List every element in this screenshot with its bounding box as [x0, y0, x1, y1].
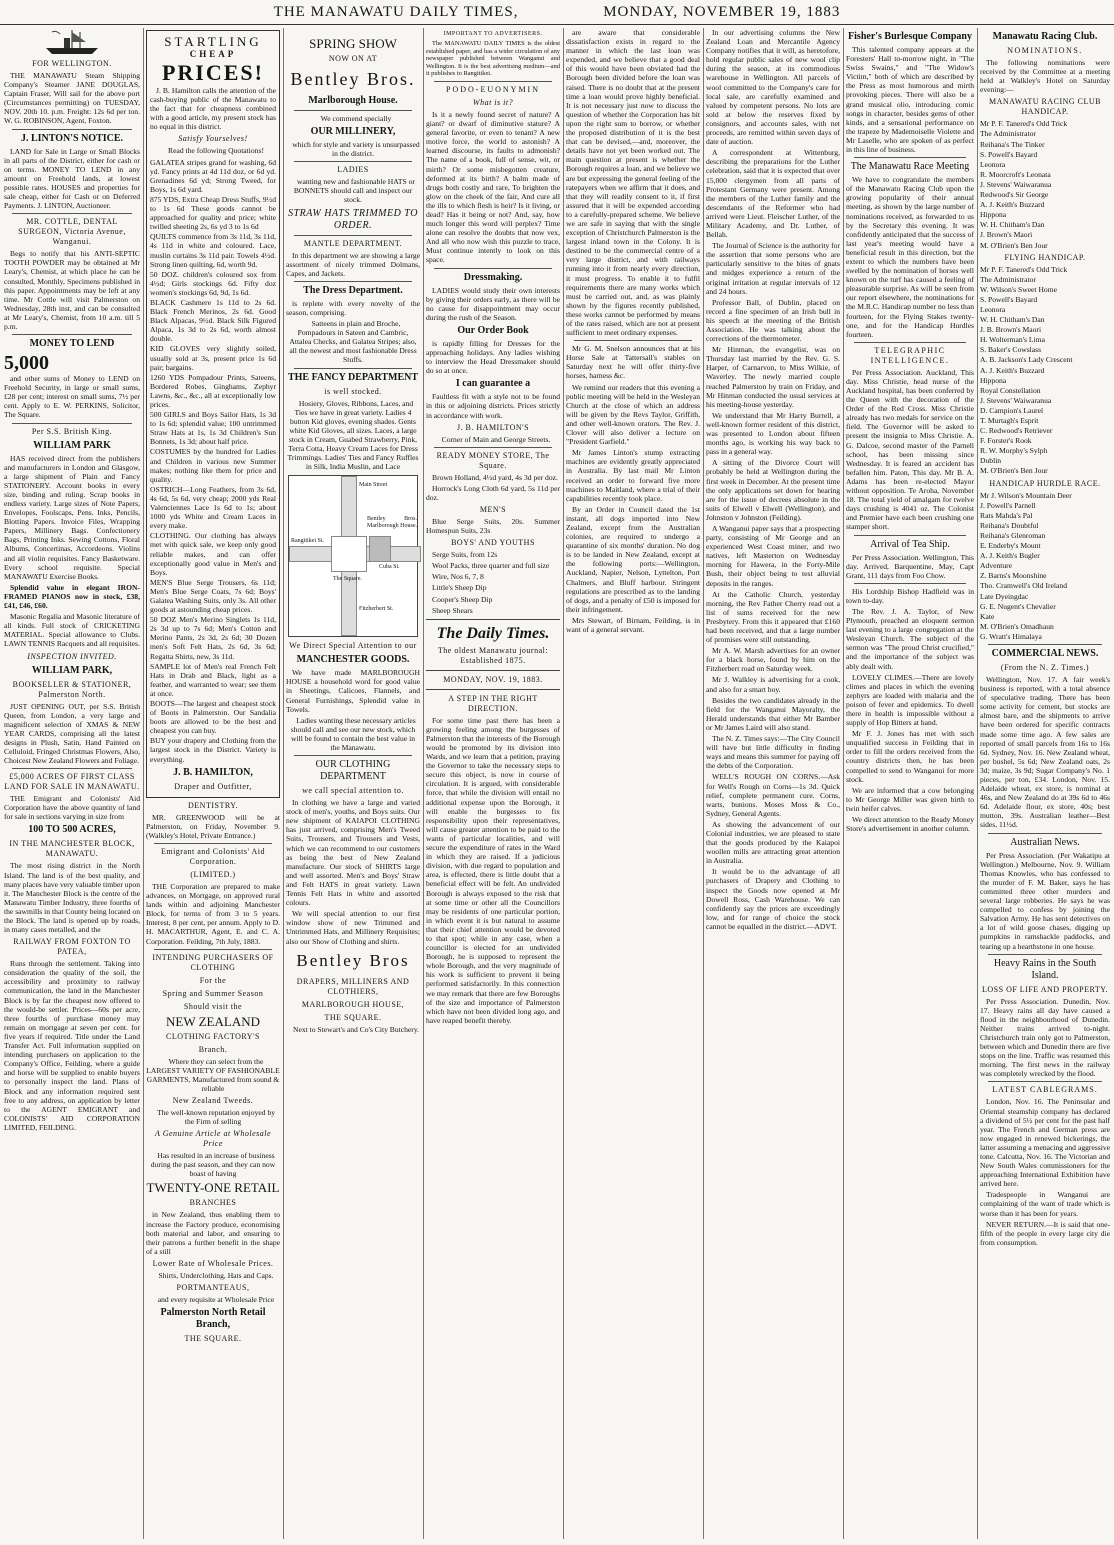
price-list-item: QUILTS commence from 3s 11d, 3s 11d, 4s 11d in white and coloured. Lace, muslin curtains 3s 11d pair. Towels 4½d. Strong linen quilting, 6d, worth 9d. — [150, 232, 276, 269]
which-text: which for style and variety is unsurpassed in the district. — [292, 140, 420, 159]
acres-heading: £5,000 ACRES OF FIRST CLASS LAND FOR SALE IN MANAWATU. — [4, 772, 140, 792]
linton-heading: J. LINTON'S NOTICE. — [20, 132, 124, 144]
ready-heading: READY MONEY STORE, The Square. — [436, 450, 550, 470]
science-text: The Journal of Science is the authority for the assertion that some persons who are particularly sensitive to the bites of gnats and midges experience a return of the original irritation at regular intervals of 12 and 24 hours. — [706, 241, 840, 296]
flying-entries — [980, 265, 1110, 476]
steamship-icon — [42, 28, 102, 56]
nomination-entry: F. Forster's Rook — [980, 436, 1032, 446]
race-meeting-text: We have to congratulate the members of the Manawatu Racing Club upon the growing popularity of their annual meeting, as shown by the large number of nominations received, as forwarded to us by the Secretary this evening. It was confidently anticipated that the success of last year's meeting would have a beneficial result in this direction, but the extent to which the numbers have been swelled by the nomination of horses well known on the turf has caused a feeling of pleasurable surprise. As will be seen from our report elsewhere, the nominations for the M.R.C. Handicap number no less than fourteen, for the Flying Stakes twenty-one, and for the Handicap Hurdles fourteen. — [846, 175, 974, 339]
branches-text: in New Zealand, thus enabling them to increase the Factory produce, economising both material and labor, and ensuring to their patrons a further benefit in the shape of a still — [146, 1210, 280, 1256]
horrock-text: Horrock's Long Cloth 6d yard, 5s 11d per doz. — [426, 483, 560, 502]
column-7 — [846, 28, 978, 1539]
clothing-subheading: we call special attention to. — [302, 786, 404, 796]
nomination-entry: Mr J. Wilson's Mountain Deer — [980, 490, 1072, 500]
for-the: For the — [199, 975, 227, 985]
telegraphic-text: Per Press Association. Auckland, This day. Miss Christie, head nurse of the Auckland hospital, has been conferred by the Queen with the decoration of the Order of the Red Cross. Miss Christie already has two medals for service on the field. The Governor will be asked to present the insignia to Miss Christie. A. G. Dalcoe, second master of the Parnell school, has been missing since Wednesday. It is feared an accident has befallen him. Paton, This day. Mr B. A. Adams has been re-elected Mayor without opposition. Te Aroha, November 18. The total yield of amalgam for twelve days crushing is 4041 oz. The Colonist and Premier have each been crushing one stamper short. — [846, 367, 974, 532]
street-map — [288, 475, 418, 637]
hinman-text: Mr Hinman, the evangelist, was on Thursday last married by the Rev. G. S. Harper, of Carnarvon, to Miss Wilkie, of Waverley. The newly married couple reached Palmerston by train on Friday, and Mr Hinman conducted the usual services at his meeting-house yesterday. — [706, 345, 840, 409]
nomination-entry: J. B. Brown's Maori — [980, 325, 1042, 335]
dentistry-notice: MR. GREENWOOD will be at Palmerston, on Friday, November 9. (Walkley's Hotel, Private Entrance.) — [146, 812, 280, 840]
nomination-entry: A. J. Keith's Bugler — [980, 551, 1040, 561]
race-meeting-heading: The Manawatu Race Meeting — [850, 161, 970, 173]
clothing-heading: OUR CLOTHING DEPARTMENT — [315, 759, 391, 783]
map-label-main: Main Street — [359, 482, 388, 489]
notice-text: The MANAWATU DAILY TIMES is the oldest established paper, and has a wider circulation of any newspaper published between Wanganui and Wellington. It is the best advertising medium—and it publishes to Rangitikei. — [426, 40, 560, 78]
taylor-text: The Rev. J. A. Taylor, of New Plymouth, preached an eloquent sermon last evening to a large congregation at the Wesleyan Church. The subject of the sermon was "The proud Christ crucified," and the importance of the subject was ably dealt with. — [846, 606, 974, 671]
nomination-entry: Late Dyeingdac — [980, 591, 1029, 601]
nz-heading: NEW ZEALAND — [166, 1013, 260, 1029]
price-list-item: SAMPLE lot of Men's real French Felt Hats in Drab and Black, light as a feather, and warranted to wear; see them at once. — [150, 661, 276, 698]
price-list-item: BUY your drapery and Clothing from the largest stock in the District. Variety is everything. — [150, 736, 276, 764]
handicap-entries — [980, 119, 1110, 249]
marlborough-heading: Marlborough House. — [308, 95, 398, 106]
wool-text: Wool Packs, three quarter and full size — [432, 561, 550, 571]
commend-text: We commend specially — [320, 114, 392, 123]
step-text: For some time past there has been a growing feeling among the burgesses of Palmerston that the interests of the Borough would be promoted by its division into Wards, and we learn that a petition, praying the Governor to take the necessary steps to secure this object, is now in course of circulation. It is argued, with considerable force, that while the division will entail no additional expense upon the Borough, it will enable the burgesses to fix responsibility upon their representatives, will cause greater attention to be paid to the wants of particular localities, and will secure the expenditure of rates in the Ward in which they are raised. If a judicious division, with due regard to population and area, is effected, there is little doubt that a beneficial effect will be felt. An undivided Borough is always exposed to the risk that at some time or other all the Councillors may be residents of one particular portion, in which event it is but natural to assume that their chief attention would be devoted to that spot; while in any case, when a councillor is elected for an undivided Borough, he is supposed to represent the whole Borough, and the very magnitude of his work is sufficient to prevent it being performed satisfactorily. In this connection we may remark that there are few Boroughs of the size and importance of Palmerston which have not been divided long ago, and have reaped benefit thereby. — [426, 715, 560, 1025]
price-list-item: OSTRICH—Long Feathers, from 3s 6d, 4s 6d, 5s 6d, very cheap; 2000 yds Real Valenciennes Lace 1s 6d to 1s; about 1000 yds White and Cream Laces in every make. — [150, 484, 276, 531]
column-1 — [4, 28, 144, 1539]
nomination-entry: A. J. Keith's Buzzard — [980, 365, 1045, 375]
startling-heading: STARTLING — [164, 34, 262, 49]
handicap-heading: MANAWATU RACING CLUB HANDICAP. — [988, 97, 1102, 117]
park2-heading: WILLIAM PARK, — [31, 664, 113, 676]
shipping-heading: FOR WELLINGTON. — [32, 59, 112, 68]
bentley-heading: Bentley Bros. — [290, 69, 416, 89]
lovely-text: LOVELY CLIMES.—There are lovely climes and places in which the evening zephyrs are loaded with malaria and the poison of fever and epidemics. To dwell there in health is impossible without a supply of Hop Bitters at hand. — [846, 672, 974, 728]
map-label-square: The Square. — [333, 576, 362, 583]
nomination-entry: Reihana's Doubtful — [980, 520, 1039, 530]
hamilton-name: J. B. HAMILTON, — [173, 766, 253, 778]
nomination-entry: Tho. Cramwell's Old Ireland — [980, 581, 1067, 591]
nomination-entry: Rats Mahda's Pal — [980, 510, 1033, 520]
every-text: and every requisite at Wholesale Price — [157, 1295, 275, 1304]
now-on-at: NOW ON AT — [328, 54, 378, 63]
branches-heading: BRANCHES — [189, 1198, 237, 1208]
millinery-heading: OUR MILLINERY, — [310, 126, 396, 138]
acres-body: The most rising district in the North Island. The land is of the best quality, and many places have very valuable timber upon it. The Manchester Block is the centre of the Manawatu Timber Industry, three fourths of the sawmills in that County being located on the Block. The land is opened up by roads, in many cases metalled, and the — [4, 861, 140, 935]
nomination-entry: Adventure — [980, 561, 1013, 571]
nomination-entry: R. Moorcroft's Leonata — [980, 169, 1051, 179]
fancy-heading: THE FANCY DEPARTMENT — [287, 371, 419, 383]
editorial-continued: are aware that considerable dissatisfaction exists in regard to the manner in which the last loan was expended, and we believe that a good deal of this would have been obviated had the Borough been divided before the loan was raised. There is no doubt that at the present time a loan would prove highly beneficial. It is not necessary just now to discuss the question of whether the Corporation has hit upon the right sum to borrow, or whether the proposed distribution of it is the best that can be devised,—and, moreover, the details have not yet been worked out. The main question at present is whether the Borough requires a loan, and we believe we are but expressing the general feeling of the ratepayers when we affirm that it does, and that they will readily consent to it, if first assured that it will be expended according to a carefully-prepared scheme. We believe we are safe in saying that with the single exception of Christchurch Palmerston is the largest inland town in the Colony. It is destined to be the commercial centre of a very large district, and with railways running into it from nearly every direction, it must progress. To enable it to fulfil requirements there are many works which must be carried out, and, as was plainly shown by the figures recently published, these works cannot be performed by means of the rates raised, which are not at present sufficient to meet ordinary expenses. — [566, 28, 700, 338]
cow-text: We are informed that a cow belonging to Mr George Miller was given birth to twin heifer calves. — [846, 785, 974, 813]
order-heading: Our Order Book — [457, 324, 529, 336]
inspection-heading: INSPECTION INVITED. — [27, 651, 117, 661]
nomination-entry: Redwood's Sir George — [980, 190, 1049, 200]
resulted-text: Has resulted in an increase of business during the past season, and they can now boast of having — [150, 1151, 276, 1179]
fancy-text: Hosiery, Gloves, Ribbons, Laces, and Ties we have in great variety. Ladies 4 button Kid gloves, evening shades. Gents white Kid Gloves, all sizes. Laces, a large stock in Cream, Guabed Strawberry, Pink, Terra Cotta, Heavy Cream Laces for Dress Trimmings. Ladies' Ties and Fancy Ruffles in Silk, India Muslin, and Lace — [287, 398, 419, 472]
commercial-text: Wellington, Nov. 17. A fair week's business is reported, with a total absence of speculative trading. There has been some activity for cement, but stocks are almost bare, and the shipments to arrive have been ordered for specific contracts made some time ago. A few sales are reported of small parcels from 16s to 16s 6d. Sydney, Nov. 16. New Zealand wheat, per bushel, 5s 6d; New Zealand oats, 2s 3d; maize, 3s 9d; Sugar Company's No. 1 pieces, per ton, £34. London, Nov. 15. Adelaide wheat, ex store, is nominal at 46s, and New Zealand do at 39s 6d to 46s 6d. Adelaide flour, ex store, 40s; best mutton, 39s. Australian leather—Best sides, 11½d. — [980, 674, 1110, 830]
price-list-item: CLOTHING. Our clothing has always met with quick sale, we keep only good reliable makes, and can offer exceptionally good value in Men's and Boys. — [150, 531, 276, 577]
burrell-text: We understand that Mr Harry Burrell, a well-known former resident of this district, was presented to London about fifteen months ago, is working his way back to pass in a general way. — [706, 410, 840, 457]
tradespeople-text: Tradespeople in Wanganui are complaining of the want of trade which is worse than it has been for years. — [980, 1190, 1110, 1218]
podo-heading: PODO-EUONYMIN — [446, 84, 540, 94]
should-visit: Should visit the — [183, 1001, 243, 1011]
wells-text: WELL'S ROUGH ON CORNS.—Ask for Well's Rough on Corns—1s 3d. Quick relief, complete permanent cure. Corns, warts, bunions. Moses Moss & Co., Sydney, General Agents. — [706, 772, 840, 818]
shears-text: Sheep Shears — [432, 605, 473, 615]
divorce-text: A sitting of the Divorce Court will probably be held at Wellington during the first week in December. At the present time the only applications set down for hearing are for the issue of decrees absolute in the suits of Elwell v Elwell (Wellington), and Johnston v Johnston (Feilding). — [706, 458, 840, 522]
masthead — [0, 4, 1114, 25]
acres-range: 100 TO 500 ACRES, — [28, 824, 116, 836]
money-heading: MONEY TO LEND — [29, 338, 115, 350]
mantle-heading: MANTLE DEPARTMENT. — [303, 238, 403, 248]
cottle-heading: MR. COTTLE, DENTAL SURGEON, Victoria Avenue, Wanganui. — [18, 217, 126, 247]
whatis-heading: What is it? — [472, 97, 514, 107]
guarantee-heading: I can guarantee a — [455, 378, 531, 390]
remind-text: We remind our readers that this evening a public meeting will be held in the Wesleyan Church at the close of which an address will be given by the Revs Taylor, Griffith, and other well-known orators. The Rev. J. Clover will also deliver a lecture on "President Garfield." — [566, 382, 700, 447]
portmanteaus-heading: PORTMANTEAUS, — [176, 1283, 250, 1292]
nomination-entry: Hippona — [980, 375, 1007, 385]
dressmaking-heading: Dressmaking. — [463, 271, 523, 283]
order-text: is rapidly filling for Dresses for the approaching holidays. Any ladies wishing to interview the Head Dressmaker should do so at once. — [426, 338, 560, 376]
direct-heading: We Direct Special Attention to our — [289, 641, 417, 651]
nomination-entry: G. E. Nugent's Chevalier — [980, 601, 1056, 611]
oldest-heading: The oldest Manawatu journal: Established 1875. — [437, 645, 549, 665]
corner-text: Corner of Main and George Streets. — [441, 434, 551, 444]
nomination-entry: Hippona — [980, 210, 1007, 220]
nomination-entry: M. O'Brien's Omadhaun — [980, 621, 1054, 631]
lower-heading: Lower Rate of Wholesale Prices. — [152, 1258, 274, 1268]
linton-machines-text: Mr James Linton's stump extracting machines are evidently greatly appreciated in Australia. By last mail Mr Linton received an order to forward five more machines to Maitland, where a trial of their capabilities recently took place. — [566, 448, 700, 503]
special-text: We will special attention to our first window show of new Trimmed and Untrimmed Hats, and Millinery Requisites; also our Show of Clothing and shirts. — [286, 909, 420, 946]
hurdle-heading: HANDICAP HURDLE RACE. — [989, 478, 1101, 488]
price-list-item: 50 DOZ. children's coloured sox from 4½d; Girls stockings 6d. Fifty doz women's stockings 6d, 9d, 1s 6d. — [150, 269, 276, 297]
read-quotations: Read the following Quotations! — [168, 146, 264, 156]
satisfy-heading: Satisfy Yourselves! — [178, 134, 248, 144]
factory-heading: CLOTHING FACTORY'S — [166, 1031, 260, 1041]
nomination-entry: H. Wolterman's Lima — [980, 335, 1045, 345]
marsh-text: Mr A. W. Marsh advertises for an owner for a black horse, found by him on the Fitzherbert road on Saturday week. — [706, 646, 840, 674]
ready-money-text: We direct attention to the Ready Money Store's advertisement in another column. — [846, 815, 974, 834]
telegraphic-heading: TELEGRAPHIC INTELLIGENCE. — [870, 345, 950, 365]
loss-heading: LOSS OF LIFE AND PROPERTY. — [982, 984, 1108, 994]
ladies-heading: LADIES — [337, 165, 369, 175]
hamilton-sub: Draper and Outfitter, — [174, 781, 252, 791]
fancy-subheading: is well stocked. — [324, 386, 382, 396]
map-label-cuba: Cuba St. — [379, 564, 400, 571]
pianos-details: Masonic Regalia and Masonic literature of all kinds. Full stock of CRICKETING MATERIAL. Special allowance to Clubs. LAWN TENNIS Racquets and all requisites. — [4, 612, 140, 649]
intending-heading: INTENDING PURCHASERS OF CLOTHING — [152, 952, 274, 972]
prices-heading: PRICES! — [161, 60, 264, 85]
spring-show-heading: SPRING SHOW — [309, 36, 397, 51]
nomination-entry: D. Campion's Laurel — [980, 405, 1044, 415]
snelson-text: Mr G. M. Snelson announces that at his Horse Sale at Tattersall's stables on Saturday next he will offer thirty-five horses, harness &c. — [566, 344, 700, 381]
nomination-entry: W. H. Chitham's Dan — [980, 220, 1045, 230]
mens-heading: MEN'S — [479, 504, 507, 514]
guarantee-text: Faultless fit with a style not to be found in this or adjoining districts. Prices strictly in accordance with work. — [426, 392, 560, 420]
acres-place: IN THE MANCHESTER BLOCK, MANAWATU. — [9, 839, 135, 859]
palmerston-branch-heading: Palmerston North Retail Branch, — [160, 1307, 266, 1331]
drapery-advt-text: It would be to the advantage of all purchasers of Drapery and Clothing to inspect the Goods now opened at Mr Dowell Ross, Cash Warehouse. We can confidently say the prices are exceedingly low, and for range of choice the stock cannot be equalled in the district.—ADVT. — [706, 867, 840, 931]
map-square — [331, 536, 367, 572]
nomination-entry: T. Murtagh's Esprit — [980, 416, 1039, 425]
park-heading: WILLIAM PARK — [33, 439, 111, 451]
dentistry-heading: DENTISTRY. — [188, 800, 238, 810]
price-list-item: KID GLOVES very slightly soiled, usually sold at 3s, present price 1s 6d pair; bargains. — [150, 344, 276, 372]
tea-ship-text: Per Press Association. Wellington, This day. Arrived, Barquentine, May, Capt Grant, 111 days from Foo Chow. — [846, 552, 974, 580]
bishop-text: His Lordship Bishop Hadfield was in town to-day. — [846, 586, 974, 605]
mens-text: Blue Serge Suits, 20s. Summer Homespun Suits, 23s — [426, 516, 560, 536]
square-heading: THE SQUARE. — [184, 1334, 242, 1344]
dressmaking-text: LADIES would study their own interests by giving their orders early, as there will be no cause for disappointment may occur during the rush of the Season. — [426, 285, 560, 322]
nomination-entry: C. Redwood's Retriever — [980, 426, 1053, 436]
manchester-heading: MANCHESTER GOODS. — [296, 654, 410, 666]
satteens-text: Satteens in plain and Broche, Pompadours in Sateen and Cambric, Attalea Checks, and Galatea Stripes; also, all the newest and most fashionable Dress Stuffs. — [289, 319, 417, 365]
price-list-item: 50 DOZ Men's Merino Singlets 1s 11d, 2s 3d up to 7s 6d; Men's Cotton and Merino Pants, 2s 3d, 2s 6d; 30 Dozen men's Soft Felt Hats, 2s 6d, 3s 6d; Regatta Shirts, new, 3s 11d. — [150, 615, 276, 661]
tea-ship-heading: Arrival of Tea Ship. — [870, 538, 950, 550]
fisher-text: This talented company appears at the Foresters' Hall to-morrow night, in "The Swiss Swains," and "The Widow's Victim," both of which are described by the Press as most humorous and mirth provoking pieces. There will also be a grand musical olio, introducing comic songs in character, besides gems of other kinds, and a sensational performance on the trapeze by Mademoiselle Violette and Mr Laselle, who are spoken of as perfect in this line of business. — [846, 45, 974, 155]
column-8 — [980, 28, 1110, 1539]
tweeds-heading: New Zealand Tweeds. — [172, 1095, 254, 1105]
nomination-entry: Z. Barns's Moonshine — [980, 571, 1047, 581]
cheap-heading: CHEAP — [189, 49, 237, 59]
daily-times-title: The Daily Times. — [436, 624, 550, 642]
nomination-entry: G. Wratt's Himalaya — [980, 631, 1042, 641]
boys-text: Serge Suits, from 12s — [432, 550, 498, 560]
commercial-subheading: (From the N. Z. Times.) — [1000, 662, 1090, 672]
hamilton-intro: J. B. Hamilton calls the attention of the cash-buying public of the Manawatu to the fact that for cheapness combined with a good article, my present stock has no equal in this district. — [150, 86, 276, 132]
racing-club-heading: Manawatu Racing Club. — [992, 31, 1098, 42]
nomination-entry: The Administrator — [980, 274, 1036, 284]
jones-text: Mr F. J. Jones has met with such unqualified success in Feilding that in order to fill the orders received from the country districts then, he has been compelled to send to Wanganui for more stock. — [846, 729, 974, 784]
railway-heading: RAILWAY FROM FOXTON TO PATEA, — [13, 937, 131, 957]
masthead-title: THE MANAWATU DAILY TIMES, — [273, 4, 519, 20]
column-3 — [286, 28, 424, 1539]
straw-hats-heading: STRAW HATS TRIMMED TO ORDER. — [288, 207, 418, 231]
australian-heading: Australian News. — [1010, 836, 1080, 848]
jbh-heading: J. B. HAMILTON'S — [456, 422, 530, 432]
column-6 — [706, 28, 844, 1539]
luther-text: A correspondent at Wittenburg, describing the preparations for the Luther celebration, said that it is expected that over 15,000 clergymen from all parts of Protestant Germany were present. Among the members of the Luther family and the descendants of the Reformer who had arrived were Lieut. Fleischer Luther, of the Military Academy, and Dr. Luther, of Bellah. — [706, 148, 840, 240]
mayoralty-text: Besides the two candidates already in the field for the Wanganui Mayoralty, the Herald understands that either Mr Bamber or Mr James Laird will also stand. — [706, 695, 840, 732]
nomination-entry: A. J. Keith's Buzzard — [980, 200, 1045, 210]
nomination-entry: Kate — [980, 611, 995, 621]
step-heading: A STEP IN THE RIGHT DIRECTION. — [448, 693, 538, 713]
manchester-text: We have made MARLBOROUGH HOUSE a household word for good value in Sheetings, Calicoes, Flannels, and General Furnishings, Splendid value in Towels. — [286, 668, 420, 714]
park2-subheading: BOOKSELLER & STATIONER, Palmerston North. — [12, 679, 132, 699]
commercial-heading: COMMERCIAL NEWS. — [991, 647, 1099, 659]
bentley2-heading: Bentley Bros — [296, 950, 410, 970]
where-text: Where they can select from the LARGEST VARIETY OF FASHIONABLE GARMENTS, Manufactured from sound & reliable — [146, 1056, 280, 1093]
sq-heading: THE SQUARE. — [324, 1012, 382, 1022]
nomination-entry: Reihana's The Tinker — [980, 139, 1045, 149]
nomination-entry: M. O'Brien's Ben Jour — [980, 466, 1048, 476]
map-label-fitzherbert: Fitzherbert St. — [359, 606, 394, 613]
price-list-item: 875 YDS, Extra Cheap Dress Stuffs, 9½d to 1s 6d These goods cannot be approached for quality and price; white twilled sheeting 2s, 6s yd 3 to 1s 6d — [150, 194, 276, 232]
nomination-entry: E. Enderby's Mount — [980, 541, 1041, 551]
nomination-entry: R. W. Morphy's Sylph — [980, 446, 1048, 456]
house-heading: MARLBOROUGH HOUSE, — [301, 999, 405, 1009]
nomination-entry: Dublin — [980, 456, 1002, 466]
dublin-text: Professor Ball, of Dublin, placed on record a fine specimen of an Irish bull in his speech at the meeting of the British Association. He was talking about the corrections of the thermometer. — [706, 297, 840, 344]
masthead-date: MONDAY, NOVEMBER 19, 1883 — [603, 4, 841, 20]
cottle-notice: Begs to notify that his ANTI-SEPTIC TOOTH POWDER may be obtained at Mr Leary's, Chemist, at which place he can be consulted, Monthly, Specimens published in this paper. Appointments may be left at any time. Mr Cottle will visit Palmerston on Wednesday, 28th inst, and can be consulted at Mr Leary's, Chemist, from 10 a.m. till 5 p.m. — [4, 249, 140, 331]
drapers-heading: DRAPERS, MILLINERS AND CLOTHIERS, — [296, 976, 410, 996]
nomination-entry: Leonora — [980, 159, 1006, 169]
ladies2-text: Ladies wanting these necessary articles should call and see our new stock, which will be found to contain the best value in the Manawatu. — [290, 715, 416, 752]
shirts-text: Shirts, Underclothing, Hats and Caps. — [158, 1270, 274, 1280]
stewart-text: Mrs Stewart, of Birnam, Feilding, is in want of a general servant. — [566, 615, 700, 634]
dip1-text: Little's Sheep Dip — [432, 583, 487, 593]
price-list-item: BOOTS—The largest and cheapest stock of Boots in Palmerston. Our Sandalia boots are allowed to be the best and cheapest you can buy. — [150, 699, 276, 736]
wire-text: Wire, Nos 6, 7, 8 — [432, 572, 484, 582]
nominations-intro: The following nominations were received by the Committee at a meeting held at Walkley's Hotel on Saturday evening:— — [980, 58, 1110, 95]
prospecting-text: A Wanganui paper says that a prospecting party, consisting of Mr George and an experienced West Coast miner, and two natives, left Masterton on Wednesday morning for Hawera, in the Forty-Mile Bush, their object being to test alluvial deposits in the ranges. — [706, 523, 840, 588]
editorial-date: MONDAY, NOV. 19, 1883. — [443, 674, 543, 684]
park2-notice: JUST OPENING OUT, per S.S. British Queen, from London, a very large and magnificent selection of XMAS & NEW YEAR CARDS, comprising all the latest designs in Plush, Satin, Hand Painted on Celluloid, Fringed Christmas Flowers, Also, Choicest New Zealand Flowers and Foliage. — [4, 701, 140, 766]
nomination-entry: W. Wilson's Sweet Home — [980, 284, 1057, 294]
notice-heading: IMPORTANT TO ADVERTISERS. — [443, 31, 543, 37]
hamilton-ad — [146, 30, 280, 798]
map-shop — [369, 536, 391, 562]
british-king-heading: Per S.S. British King. — [31, 426, 113, 436]
nomination-entry: S. Baker's Cowslass — [980, 345, 1042, 355]
mantle-text: In this department we are showing a large assortment of nicely trimmed Dolmans, Capes, and Jackets. — [286, 250, 420, 278]
branch-heading: Branch. — [198, 1044, 228, 1054]
dogs-order-text: By an Order in Council dated the 1st instant, all dogs imported into New Zealand, except from the Australian colonies, are required to undergo a quarantine of six months' duration. No dog is to be landed in New Zealand, except at the following ports:—Wellington, Auckland, Napier, Nelson, Lyttelton, Port Chalmers, and Bluff harbour. Stringent regulations are prescribed as to the landing of dogs, and a penalty of £50 is imposed for their infringement. — [566, 504, 700, 614]
twentyone-heading: TWENTY-ONE RETAIL — [146, 1180, 280, 1196]
next-text: Next to Stewart's and Co's City Butchery. — [292, 1024, 420, 1034]
nomination-entry: A. B. Jackson's Lady Crescent — [980, 355, 1073, 365]
nomination-entry: Royal Constellation — [980, 385, 1041, 395]
cables-text: London, Nov. 16. The Peninsular and Oriental steamship company has declared a dividend of 5½ per cent for the past half year. The French and German press are now engaged in renewed bickerings, the latter assuming a menacing and aggressive tone. Calcutta, Nov. 16. The Victorian and New South Wales commissioners for the approaching International Exhibition have arrived here. — [980, 1097, 1110, 1189]
nomination-entry: M. O'Brien's Ben Jour — [980, 240, 1048, 250]
nomination-entry: J. Powell's Parnell — [980, 500, 1036, 510]
nomination-entry: Mr P. F. Tanered's Odd Trick — [980, 119, 1068, 129]
boys-heading: BOYS' AND YOUTHS — [451, 538, 535, 548]
column-2 — [146, 28, 284, 1539]
wellknown-text: The well-known reputation enjoyed by the Firm of selling — [156, 1107, 276, 1127]
clothing-text: In clothing we have a large and varied stock of men's, youths, and Boys suits. Our new shipment of KAIAPOI CLOTHING has just arrived, comprising Men's Tweed Suits, Trousers, and Trousers and Vests, which we can recommend to our customers as being the best of New Zealand manufacture. Our stock of SHIRTS large and well assorted. Men's and Boys' Straw and Felt HATS in great variety. Lawn Tennis Felt Hats in white and assorted colours. — [286, 798, 420, 908]
column-4 — [426, 28, 564, 1539]
wool-sales-text: In our advertising columns the New Zealand Loan and Mercantile Agency Company notifies that it will, as heretofore, hold regular public sales of new wool clip during the season, at its commodious warehouse in Wellington. All parcels of wool committed to the Company's care for local sale, are carefully examined and valued by competent persons. No lots are sold at below the reserves fixed by consignors, and accounts sales, with net proceeds, are remitted within seven days of date of auction. — [706, 28, 840, 147]
price-list-item: 1260 YDS Pompadour Prints, Sateens, Bordered Robes, Ginghams, Zephyr Lawns, &c., &c., all at exceptionally low prices. — [150, 372, 276, 409]
column-5 — [566, 28, 704, 1539]
genuine-heading: A Genuine Article at Wholesale Price — [154, 1129, 271, 1149]
nomination-entry: S. Powell's Bayard — [980, 149, 1038, 159]
price-list-item: MEN'S Blue Serge Trousers, 6s 11d; Men's Blue Serge Coats, 7s 6d; Boys' Galatea Washing Suits, only 3s. All other goods at astounding cheap prices. — [150, 577, 276, 615]
money-amount: 5,000 — [4, 352, 49, 375]
walkley-text: Mr J. Walkley is advertising for a cook, and also for a smart boy. — [706, 675, 840, 694]
map-label-rangi: Rangitikei St. — [291, 538, 324, 545]
emigrant-heading: Emigrant and Colonists' Aid Corporation. — [160, 846, 266, 866]
riddle-text: Is it a newly found secret of nature? A giant? or dwarf of diminutive stature? A general favorite, or even to tenant? A new motive force, the world to astonish? A learned discourse, its faults to admonish? The name of a book, full of sense, wit, or mirth? Or some misbegotten creature, deformed at its birth? A balm made of drugs both costly and rare, To brighten the glow on the cheek of the fair, And cure all the ills to which flesh is heir? Is it living, or dead? Has it being or not? And, say, how much longer this word will perplex? Time alone can resolve the doubts that now vex, And all who now wish this puzzle to trace, Must continue intently to look on this space. — [426, 109, 560, 265]
map-label-bentley: Bentley Bros. Marlborough House. — [367, 516, 417, 530]
acres-notice: THE Emigrant and Colonists' Aid Corporation have the above quantity of land for sale in sections varying in size from — [4, 794, 140, 822]
kaiapoi-text: As showing the advancement of our Colonial industries, we are pleased to state that the goods produced by the Kaiapoi woollen mills are attracting great attention in Australia. — [706, 819, 840, 866]
dress-heading: The Dress Department. — [303, 284, 403, 296]
cables-heading: LATEST CABLEGRAMS. — [992, 1085, 1098, 1095]
dress-text: is replete with every novelty of the season, comprising. — [286, 298, 420, 317]
price-list-item: 500 GIRLS and Boys Sailor Hats, 1s 3d to 1s 6d; splendid value; 100 untrimmed Straw Hats at 1s, 1s 3d Children's Sun Bonnets, 1s 3d; about half price. — [150, 410, 276, 447]
holland-text: Brown Holland, 4½d yard, 4s 3d per doz. — [432, 472, 558, 482]
emigrant-notice: THE Corporation are prepared to make advances, on Mortgage, on approved rural lands within and adjoining Manchester Block, for terms of from 3 to 5 years. Interest, 8 per cent, per annum. Apply to D. H. MACARTHUR, Agent, E. and C. A. Corporation. Feilding, 7th July, 1883. — [146, 881, 280, 946]
money-notice: and other sums of Money to LEND on Freehold Security, in large or small sums, £28 per cent; interest on small sums, 7½ per cent. Apply to E. W. PERKINS, Solicitor, The Square. — [4, 374, 140, 420]
heavy-rains-text: Per Press Association. Dunedin, Nov. 17. Heavy rains all day have caused a flood in the neighbourhood of Dunedin. Neither trains arrived to-night. Christchurch train only got to Palmerston, between which and Dunedin there are five stops on the line. Traffic was resumed this morning. The first news in the railway was completely wrecked by the flood. — [980, 996, 1110, 1079]
hamilton-price-list — [150, 158, 276, 764]
nomination-entry: Leonora — [980, 304, 1006, 314]
dip2-text: Cooper's Sheep Dip — [432, 594, 493, 604]
nz-times-text: The N. Z. Times says:—The City Council will have but little difficulty in finding ways and means this summer for paying off the debts of the Corporation. — [706, 734, 840, 771]
linton-notice: LAND for Sale in Large or Small Blocks in all parts of the District, either for cash or on terms. MONEY TO LEND in any amount on Freehold lands, at lowest possible rates. HOUSES and properties for sale cheap, either for Cash or on Deferred Payments. J. LINTON, Auctioneer. — [4, 146, 140, 211]
pianos-notice: Splendid value in elegant IRON-FRAMED PIANOS now in stock, £38, £41, £46, £60. — [4, 582, 140, 611]
nomination-entry: The Administrator — [980, 129, 1036, 139]
nomination-entry: Reihana's Glenroman — [980, 530, 1046, 540]
price-list-item: COSTUMES by the hundred for Ladies and Children in various new Summer makes; nothing like them for price and quality. — [150, 447, 276, 484]
heavy-rains-heading: Heavy Rains in the South Island. — [993, 957, 1097, 981]
park-notice: HAS received direct from the publishers and manufacturers in London and Glasgow, a large shipment of Plain and Fancy STATIONERY. Account books in every size, binding and ruling. Scrap books in endless variety. Large sizes of Note Papers, Envelopes, Foolscaps, Pens. Inks, Pencils, Blotting Papers. Invoice Files, Wrapping Papers, Millinery Bags. Confectionery Bags, Printing Inks. Sewing Cottons, Floral Albums, Concertinas, Accordeons. Violins and all violin requisites. Fancy Basketware. Every school requisite. Special MANAWATU Exercise Books. — [4, 453, 140, 581]
nomination-entry: S. Powell's Bayard — [980, 294, 1038, 304]
nomination-entry: W. H. Chitham's Dan — [980, 315, 1045, 325]
never-return-text: NEVER RETURN.—It is said that one-fifth of the people in every large city die from consumption. — [980, 1219, 1110, 1247]
railway-notice: Runs through the settlement. Taking into consideration the quality of the soil, the accessibility and proximity to railway communication, the land in the Manchester Block is by far the cheapest now offered to the would-be settler. Prices—60s per acre, three fourths of purchase money may remain on mortgage at seven per cent. for five years if required. Title under the Land Transfer Act. Full information supplied on intending purchasers on application to the Company's Office, Feilding, where a guide and horse will be supplied to enable buyers to personally inspect the land. Plans of Block and any information required sent free to any address, on application by letter to the AGENT EMIGRANT and COLONISTS' AID CORPORATION LIMITED, FEILDING. — [4, 959, 140, 1132]
nomination-entry: J. Stevens' Waiwaranua — [980, 179, 1052, 189]
australian-text: Per Press Association. (Per Wakatipu at Wellington.) Melbourne, Nov. 9. William Thomas Knowles, who has confessed to the murder of F. M. Baker, says he has committed three other murders and several large robberies. He says he was compelled to confess by joining the Salvation Army. He has sent detectives on a lot of wild goose chases, digging up pumpkins in ramshackle paddocks, and tearing up a hearthstone in one house. — [980, 850, 1110, 951]
emigrant-limited: (LIMITED.) — [190, 869, 236, 879]
nomination-entry: Mr P. F. Tanered's Odd Trick — [980, 264, 1068, 274]
wanting-text: wanting new and fashionable HATS or BONNETS should call and inspect our stock. — [293, 177, 415, 205]
catholic-text: At the Catholic Church, yesterday morning, the Rev Father Cherry read out a list of sums received for the new Presbytery. From this it appeared that £160 had been received, and that a large number of promises were still outstanding. — [706, 589, 840, 645]
price-list-item: BLACK Cashmere 1s 11d to 2s 6d. Black French Merinos, 2s 6d. Good Black Alpacas, 9½d. Black Silk Figured Alpaca, 1s 3d to 2s 6d, worth almost double. — [150, 297, 276, 344]
flying-heading: FLYING HANDICAP. — [1004, 252, 1086, 262]
fisher-heading: Fisher's Burlesque Company — [848, 31, 972, 42]
nominations-heading: NOMINATIONS. — [1007, 46, 1083, 55]
hurdle-entries — [980, 491, 1110, 641]
price-list-item: GALATEA stripes grand for washing, 6d yd. Fancy prints at 4d 11d doz, or 6d yd. Grenadines 6d yd; Strong Tweed, for Boys, 1s 6d yard. — [150, 157, 276, 194]
nomination-entry: J. Brown's Maori — [980, 230, 1033, 240]
nomination-entry: J. Stevens' Waiwaranua — [980, 395, 1052, 405]
season-heading: Spring and Summer Season — [162, 988, 264, 998]
shipping-notice: THE MANAWATU Steam Shipping Company's Steamer JANE DOUGLAS, Captain Fraser, Will sail for the above port (Circumstances permitting) on TUESDAY, NOV. 20th 10. p.m. Freight: 12s 6d per ton. W. G. ROBINSON, Agent, Foxton. — [4, 71, 140, 126]
